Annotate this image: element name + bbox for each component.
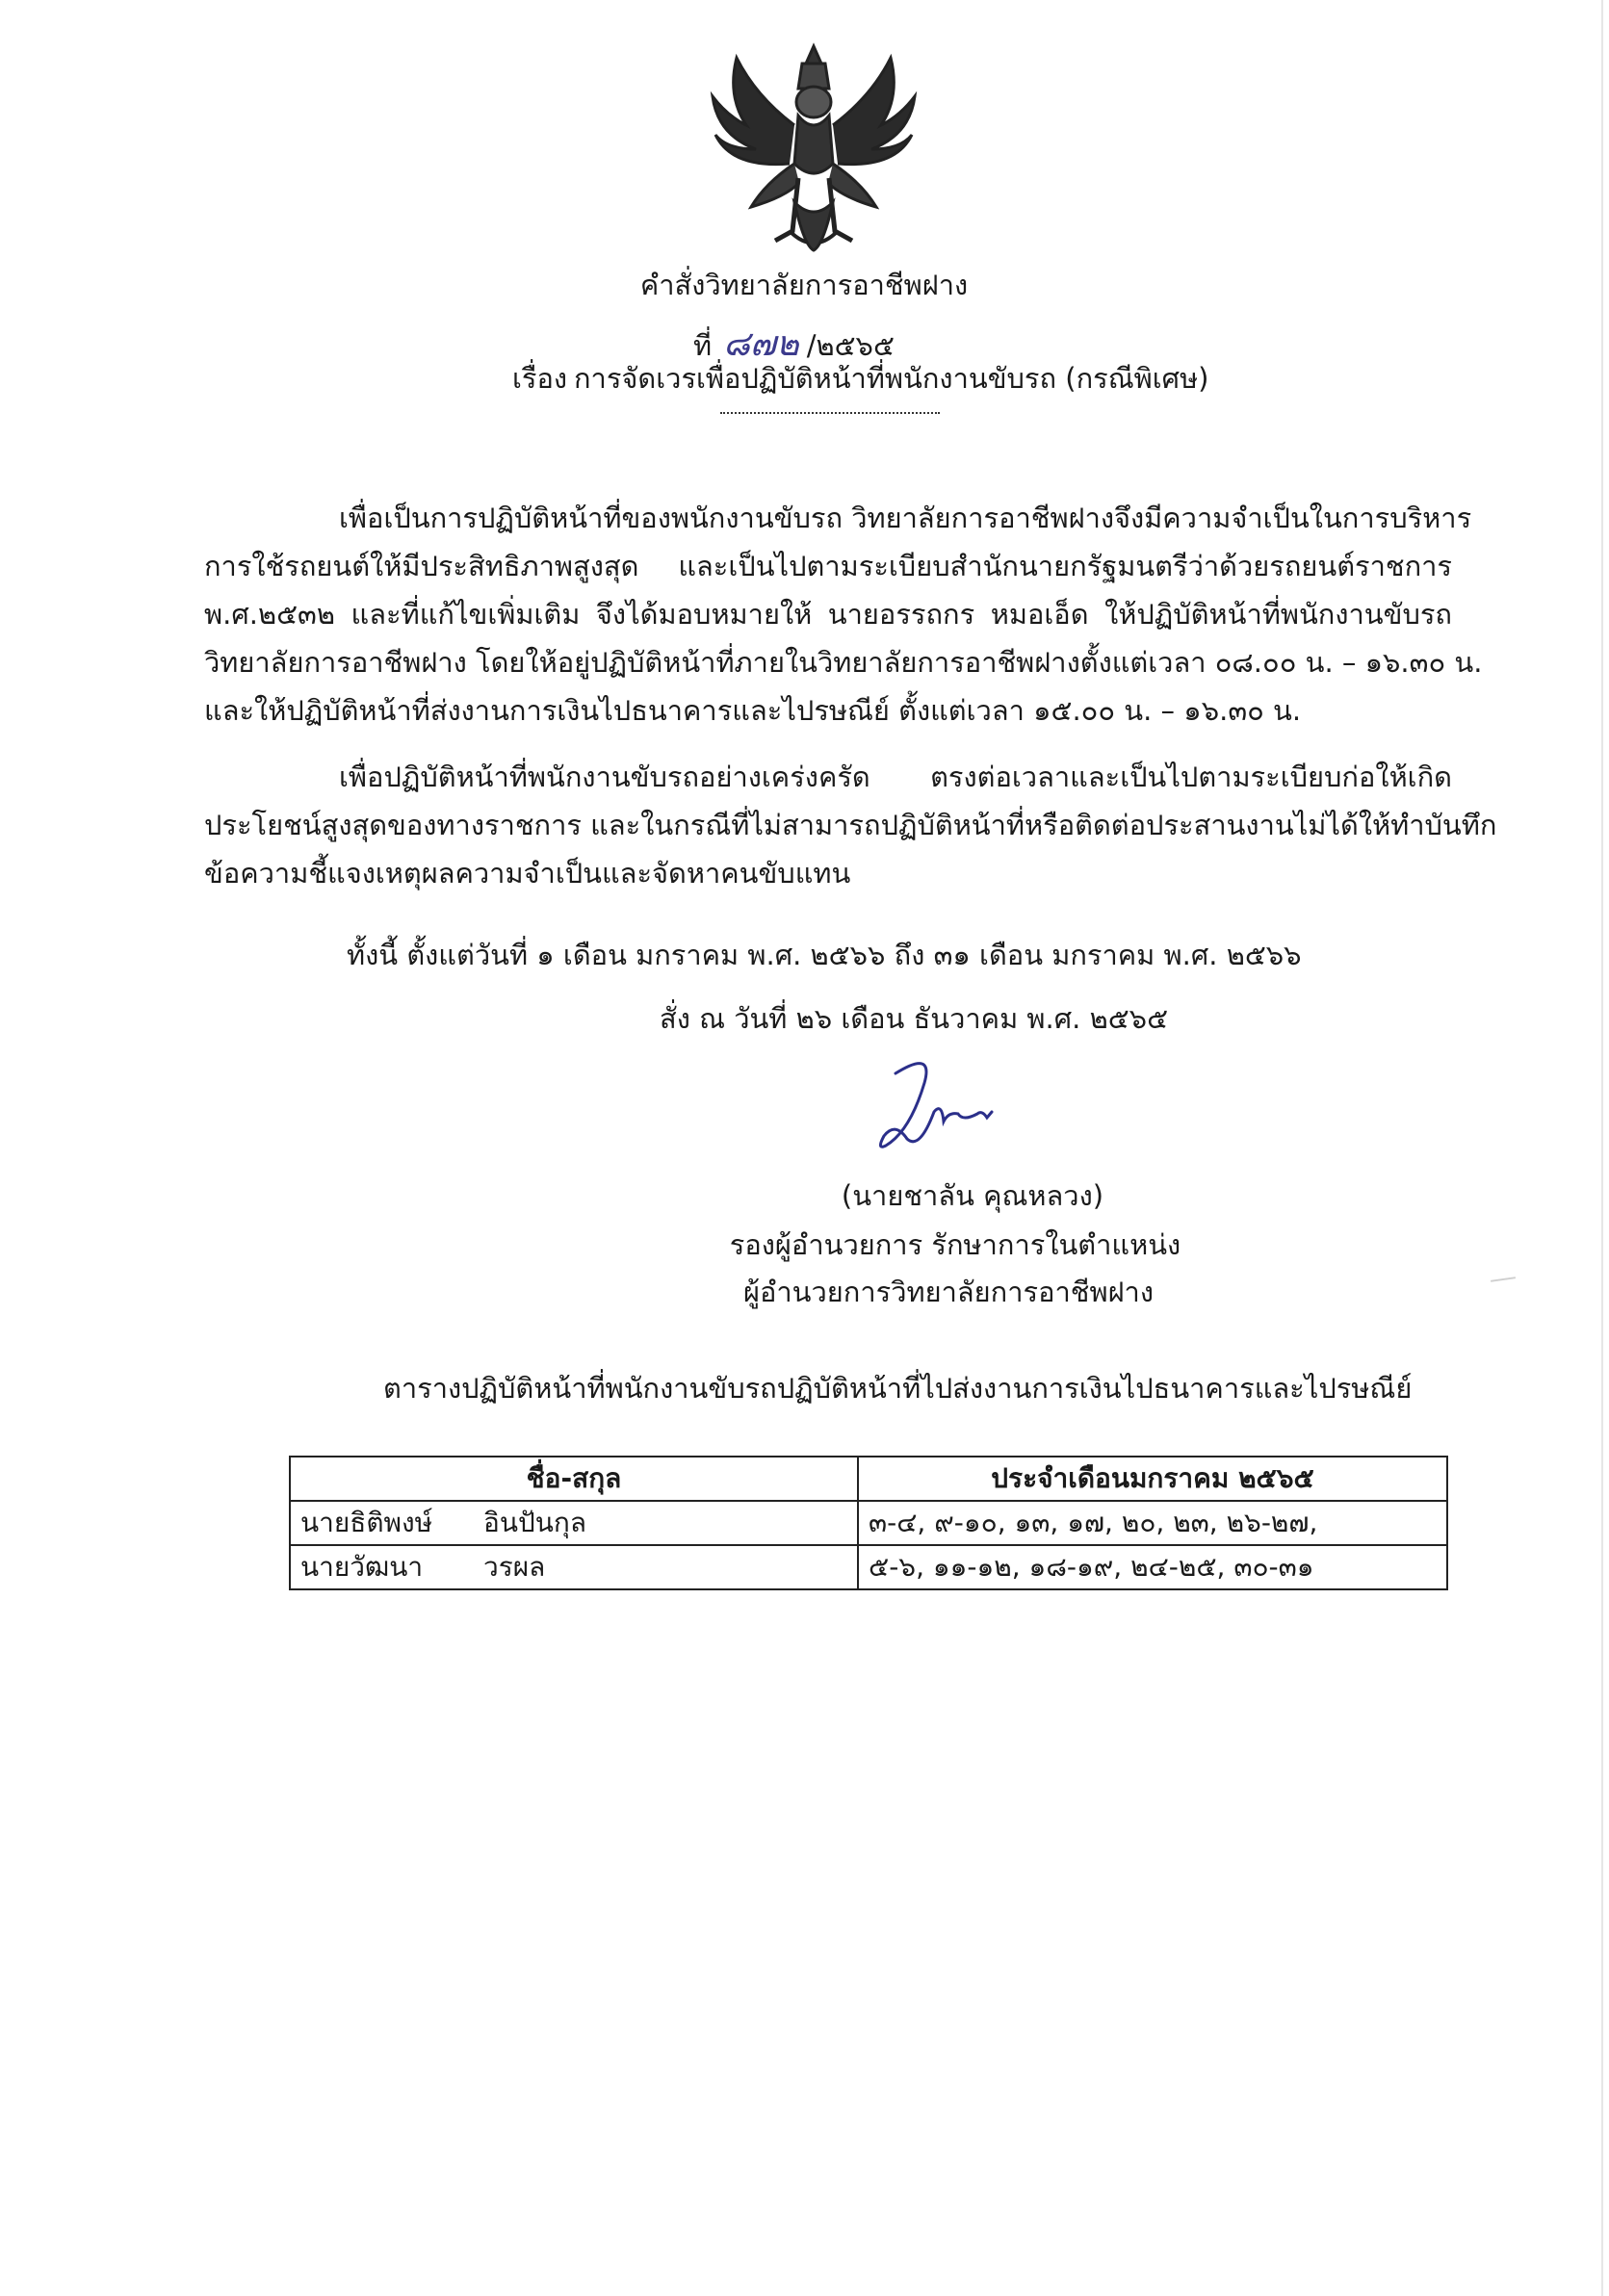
paragraph2-line: ประโยชน์สูงสุดของทางราชการ และในกรณีที่ไม่สามารถปฏิบัติหน้าที่หรือติดต่อประสานงานไม่ได้ให้ทำบันทึก bbox=[204, 809, 1497, 841]
last-name: อินปันกุล bbox=[483, 1507, 586, 1538]
order-title: คำสั่งวิทยาลัยการอาชีพฝาง bbox=[639, 269, 969, 301]
dotted-divider bbox=[720, 412, 940, 414]
order-number-suffix: /๒๕๖๕ bbox=[806, 329, 895, 362]
table-row bbox=[290, 1501, 1447, 1545]
header-month: ประจำเดือนมกราคม ๒๕๖๕ bbox=[858, 1457, 1447, 1501]
effective-period: ทั้งนี้ ตั้งแต่วันที่ ๑ เดือน มกราคม พ.ศ. ๒๕๖๖ ถึง ๓๑ เดือน มกราคม พ.ศ. ๒๕๖๖ bbox=[347, 939, 1302, 971]
paragraph1-line: เพื่อเป็นการปฏิบัติหน้าที่ของพนักงานขับรถ วิทยาลัยการอาชีพฝางจึงมีความจำเป็นในการบริหาร bbox=[339, 502, 1472, 534]
dates-cell: ๕-๖, ๑๑-๑๒, ๑๘-๑๙, ๒๔-๒๕, ๓๐-๓๑ bbox=[858, 1545, 1447, 1589]
order-number-prefix: ที่ bbox=[693, 329, 713, 362]
first-name: นายธิติพงษ์ bbox=[300, 1507, 433, 1538]
last-name: วรผล bbox=[483, 1551, 546, 1583]
signatory-position-2: ผู้อำนวยการวิทยาลัยการอาชีพฝาง bbox=[742, 1276, 1155, 1308]
duty-table bbox=[289, 1456, 1448, 1590]
paragraph1-line: การใช้รถยนต์ให้มีประสิทธิภาพสูงสุด และเป็นไปตามระเบียบสำนักนายกรัฐมนตรีว่าด้วยรถยนต์ราชการ bbox=[204, 550, 1452, 582]
name-cell bbox=[290, 1501, 858, 1545]
paragraph2-line: เพื่อปฏิบัติหน้าที่พนักงานขับรถอย่างเคร่งครัด ตรงต่อเวลาและเป็นไปตามระเบียบก่อให้เกิด bbox=[339, 761, 1452, 793]
dates-cell: ๓-๔, ๙-๑๐, ๑๓, ๑๗, ๒๐, ๒๓, ๒๖-๒๗, bbox=[858, 1501, 1447, 1545]
paragraph1-line: และให้ปฏิบัติหน้าที่ส่งงานการเงินไปธนาคารและไปรษณีย์ ตั้งแต่เวลา ๑๕.๐๐ น. – ๑๖.๓๐ น. bbox=[204, 694, 1302, 727]
name-cell bbox=[290, 1545, 858, 1589]
paragraph1-line: วิทยาลัยการอาชีพฝาง โดยให้อยู่ปฏิบัติหน้าที่ภายในวิทยาลัยการอาชีพฝางตั้งแต่เวลา ๐๘.๐๐ น. – ๑๖.๓๐ น. bbox=[204, 646, 1483, 679]
scan-edge bbox=[1601, 0, 1603, 2296]
table-header-row bbox=[290, 1457, 1447, 1501]
subject-text: การจัดเวรเพื่อปฏิบัติหน้าที่พนักงานขับรถ (กรณีพิเศษ) bbox=[574, 362, 1209, 395]
order-number-handwritten: ๘๗๒ bbox=[723, 324, 799, 364]
first-name: นายวัฒนา bbox=[300, 1551, 424, 1583]
ordered-date: สั่ง ณ วันที่ ๒๖ เดือน ธันวาคม พ.ศ. ๒๕๖๕ bbox=[660, 1002, 1169, 1035]
paragraph1-line: พ.ศ.๒๕๓๒ และที่แก้ไขเพิ่มเติม จึงได้มอบหมายให้ นายอรรถกร หมอเอ็ด ให้ปฏิบัติหน้าที่พนักงานขับรถ bbox=[204, 598, 1452, 631]
garuda-emblem-icon bbox=[698, 39, 929, 260]
signatory-name: (นายชาลัน คุณหลวง) bbox=[841, 1179, 1104, 1212]
header-name: ชื่อ-สกุล bbox=[290, 1457, 858, 1501]
paragraph2-line: ข้อความชี้แจงเหตุผลความจำเป็นและจัดหาคนขับแทน bbox=[204, 857, 851, 890]
subject-label: เรื่อง bbox=[512, 362, 568, 395]
signature-icon bbox=[867, 1054, 1059, 1160]
signatory-position: รองผู้อำนวยการ รักษาการในตำแหน่ง bbox=[729, 1228, 1181, 1261]
table-title: ตารางปฏิบัติหน้าที่พนักงานขับรถปฏิบัติหน้าที่ไปส่งงานการเงินไปธนาคารและไปรษณีย์ bbox=[383, 1372, 1413, 1405]
table-row bbox=[290, 1545, 1447, 1589]
scan-artifact bbox=[1491, 1277, 1516, 1282]
